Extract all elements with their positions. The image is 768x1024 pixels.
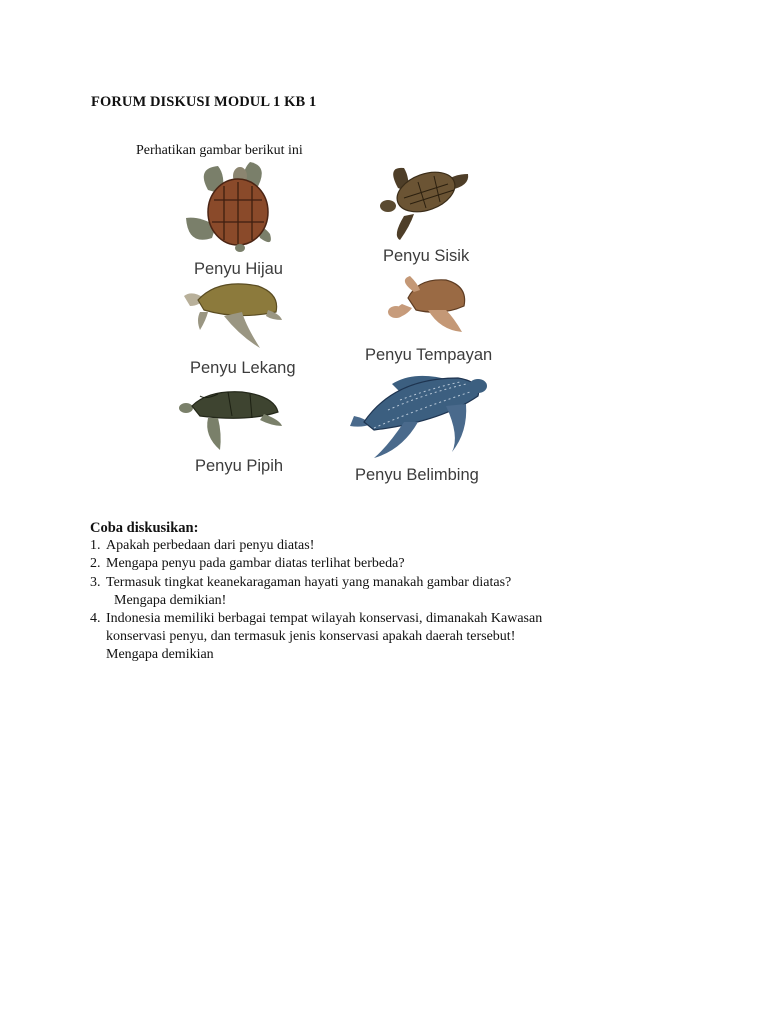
question-text: Indonesia memiliki berbagai tempat wilayah konservasi, dimanakah Kawasan bbox=[106, 611, 543, 627]
page-title: FORUM DISKUSI MODUL 1 KB 1 bbox=[91, 94, 317, 110]
discussion-section bbox=[90, 519, 650, 665]
question-item bbox=[90, 555, 650, 573]
turtle-species-figure bbox=[178, 160, 508, 490]
turtle-label: Penyu Belimbing bbox=[355, 466, 479, 484]
question-item bbox=[90, 574, 650, 592]
hawksbill-turtle-icon bbox=[380, 165, 468, 240]
question-item bbox=[90, 537, 650, 555]
discussion-heading: Coba diskusikan: bbox=[90, 520, 199, 536]
turtle-label: Penyu Sisik bbox=[383, 247, 470, 265]
flatback-turtle-icon bbox=[179, 392, 282, 450]
turtle-label: Penyu Tempayan bbox=[365, 346, 493, 364]
green-turtle-icon bbox=[186, 162, 271, 252]
question-number: 3. bbox=[90, 574, 101, 590]
turtle-label: Penyu Lekang bbox=[190, 359, 296, 377]
turtle-label: Penyu Hijau bbox=[194, 260, 283, 278]
question-text: Mengapa penyu pada gambar diatas terlihat berbeda? bbox=[106, 556, 405, 572]
question-number: 1. bbox=[90, 538, 101, 554]
question-continuation: Mengapa demikian! bbox=[114, 592, 227, 608]
turtle-label: Penyu Pipih bbox=[195, 457, 284, 475]
olive-ridley-turtle-icon bbox=[184, 284, 282, 348]
loggerhead-turtle-icon bbox=[388, 276, 465, 332]
leatherback-turtle-icon bbox=[350, 376, 487, 458]
question-item bbox=[90, 610, 650, 628]
question-number: 2. bbox=[90, 556, 101, 572]
question-continuation: konservasi penyu, dan termasuk jenis konservasi apakah daerah tersebut! bbox=[106, 629, 516, 645]
question-text: Apakah perbedaan dari penyu diatas! bbox=[106, 538, 315, 554]
question-number: 4. bbox=[90, 611, 101, 627]
intro-text: Perhatikan gambar berikut ini bbox=[136, 143, 303, 158]
question-text: Termasuk tingkat keanekaragaman hayati yang manakah gambar diatas? bbox=[106, 574, 512, 590]
question-continuation: Mengapa demikian bbox=[106, 647, 214, 663]
